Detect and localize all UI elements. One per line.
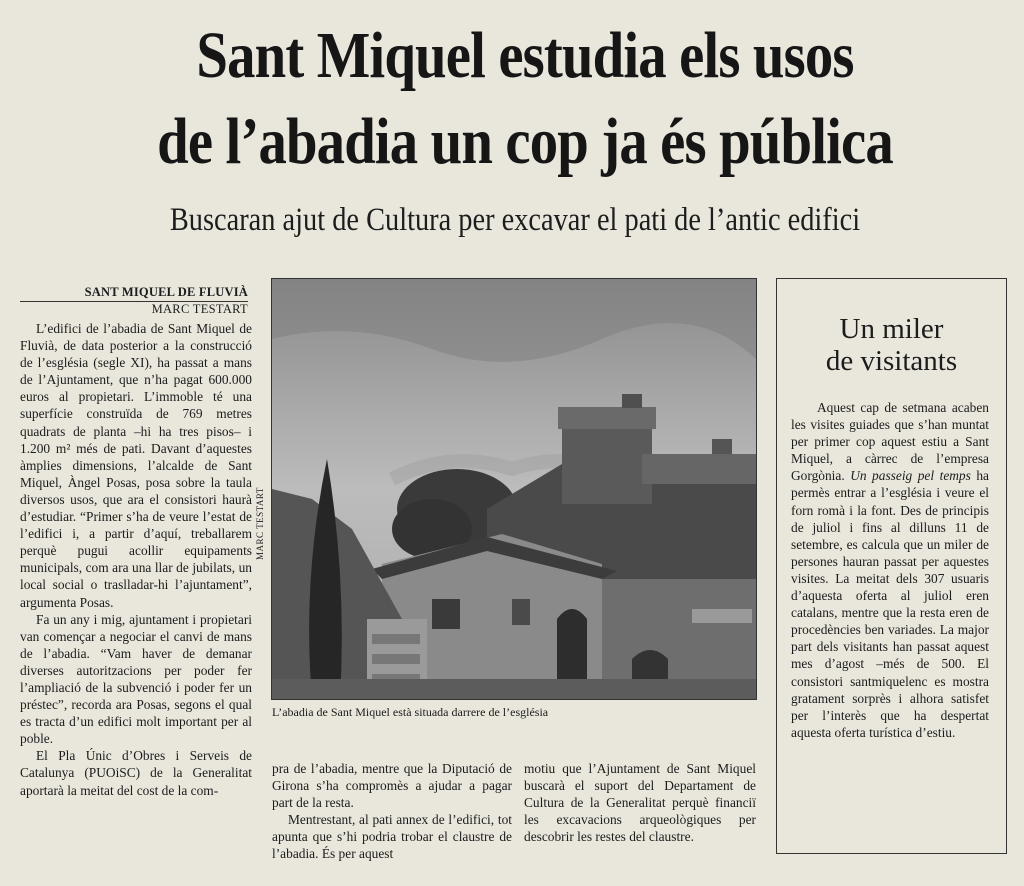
byline: MARC TESTART [151,302,248,316]
sidebar-italic-title: Un passeig pel temps [850,468,971,484]
sidebar-title-line-1: Un miler [839,313,944,345]
subheadline: Buscaran ajut de Cultura per excavar el pati de l’antic edifici [169,202,861,238]
article-paragraph: Mentrestant, al pati annex de l’edifici, tot apunta que s’hi podria trobar el claustre de l’abadia. És per aquest [272,812,512,862]
photo-caption: L’abadia de Sant Miquel està situada darrere de l’església [272,705,549,719]
article-paragraph: El Pla Únic d’Obres i Serveis de Catalunya (PUOiSC) de la Generalitat aportarà la meitat del cost de la com- [20,748,252,798]
sidebar-box [776,278,1007,854]
article-column-3 [524,760,756,845]
sidebar-body [791,399,989,741]
article-paragraph: pra de l’abadia, mentre que la Diputació de Girona s’ha compromès a ajudar a pagar part de la resta. [272,761,512,811]
headline-line-2: de l’abadia un cop ja és pública [157,105,893,178]
abbey-photo [271,278,757,700]
dateline: SANT MIQUEL DE FLUVIÀ [20,285,248,302]
article-paragraph: Fa un any i mig, ajuntament i propietari van començar a negociar el canvi de mans de l’abadia. “Vam haver de demanar diverses autoritzacions per poder fer l’ampliació de la subvenció i poder fer un préstec”, recorda ara Posas, segons el qual es tracta d’un edifici molt important per al poble. [20,611,252,747]
sidebar-text-before-italic: Aquest cap de setmana acaben les visites guiades que s’han muntat per primer cop aquest estiu a Sant Miquel, a càrrec de l’empresa Gorgònia. [791,400,989,484]
abbey-photo-illustration [272,279,756,699]
photo-credit: MARC TESTART [255,487,265,560]
sidebar-title-line-2: de visitants [825,345,958,377]
article-paragraph: L’edifici de l’abadia de Sant Miquel de Fluvià, de data posterior a la construcció de l’església (segle XI), ha passat a mans de l’Ajuntament, que n’ha pagat 600.000 euros al propietari. L’immoble té una superfície construïda de 769 metres quadrats de planta –hi ha tres pisos– i 1.200 m² més de pati. Davant d’aquestes àmplies dimensions, l’alcalde de Sant Miquel, Àngel Posas, posa sobre la taula diversos usos, que ara el consistori haurà d’estudiar. “Primer s’ha de veure l’estat de l’edifici i, a partir d’aquí, treballarem perquè pugui acollir equipaments municipals, com ara una llar de jubilats, un local social o traslladar-hi l’ajuntament”, argumenta Posas. [20,321,252,610]
article-paragraph: motiu que l’Ajuntament de Sant Miquel buscarà el suport del Departament de Cultura de la Generalitat perquè financiï les excavacions arqueològiques per descobrir les restes del claustre. [524,761,756,845]
article-column-1 [20,320,252,799]
sidebar-title [777,313,1006,377]
headline-line-1: Sant Miquel estudia els usos [196,19,854,92]
sidebar-text-after-italic: ha permès entrar a l’església i veure el forn romà i la font. Des de principis de juliol i fins al dilluns 11 de setembre, es calcula que un miler de persones hauran passat per aquestes visites. La meitat dels 307 usuaris d’aquesta oferta al juliol eren catalans, mentre que la resta eren de procedències ben variades. La major part dels visitants han passat aquest mes d’agost –més de 500. El consistori santmiquelenc es mostra gratament sorprès i alhora satisfet per l’interès que ha despertat aquesta oferta turística d’estiu. [791,468,989,740]
sidebar-paragraph [791,399,989,741]
article-column-2 [272,760,512,863]
